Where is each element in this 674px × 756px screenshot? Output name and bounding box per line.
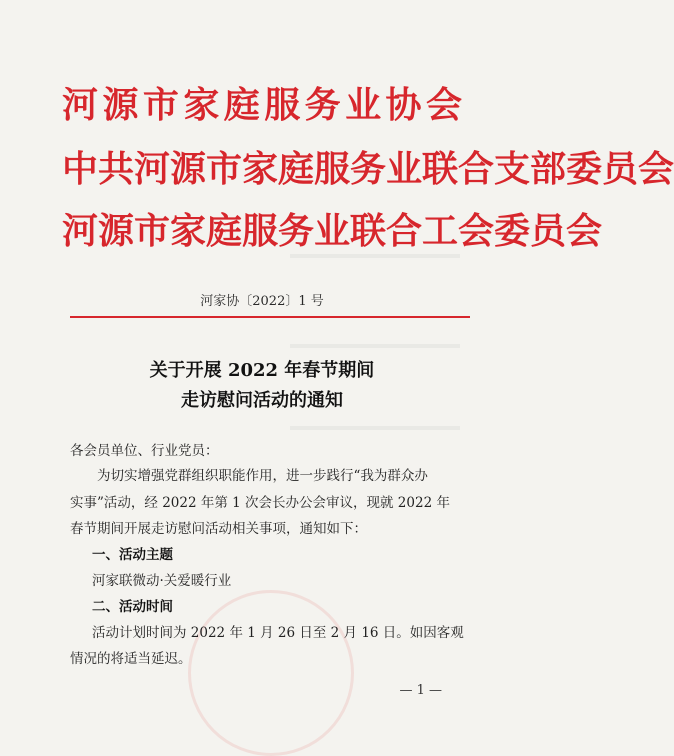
header-association-name: 河源市家庭服务业协会 — [62, 85, 462, 126]
section-heading-time: 二、活动时间 — [92, 599, 173, 615]
header-party-committee-name: 中共河源市家庭服务业联合支部委员会 — [62, 149, 674, 190]
header-union-committee-name: 河源市家庭服务业联合工会委员会 — [62, 211, 603, 252]
notice-title-line1: 关于开展 2022 年春节期间 — [149, 360, 375, 381]
page-number: — 1 — — [399, 683, 442, 698]
paragraph-line: 春节期间开展走访慰问活动相关事项，通知如下： — [70, 521, 367, 537]
section-heading-theme: 一、活动主题 — [92, 547, 173, 563]
section-text-theme: 河家联微动·关爱暖行业 — [92, 573, 232, 589]
salutation: 各会员单位、行业党员： — [70, 443, 219, 459]
paragraph-line: 实事”活动，经 2022 年第 1 次会长办公会审议，现就 2022 年 — [70, 495, 450, 511]
paragraph-line: 为切实增强党群组织职能作用，进一步践行“我为群众办 — [97, 468, 428, 484]
bleed-through-mark — [290, 344, 460, 348]
paragraph-line: 情况的将适当延迟。 — [70, 651, 192, 667]
bleed-through-mark — [290, 254, 460, 258]
red-divider-line — [70, 316, 470, 318]
paragraph-line: 活动计划时间为 2022 年 1 月 26 日至 2 月 16 日。如因客观 — [92, 625, 464, 641]
notice-title-line2: 走访慰问活动的通知 — [181, 390, 343, 411]
seal-stamp-watermark — [188, 590, 354, 756]
bleed-through-mark — [290, 426, 460, 430]
document-number: 河家协〔2022〕1 号 — [200, 294, 324, 309]
